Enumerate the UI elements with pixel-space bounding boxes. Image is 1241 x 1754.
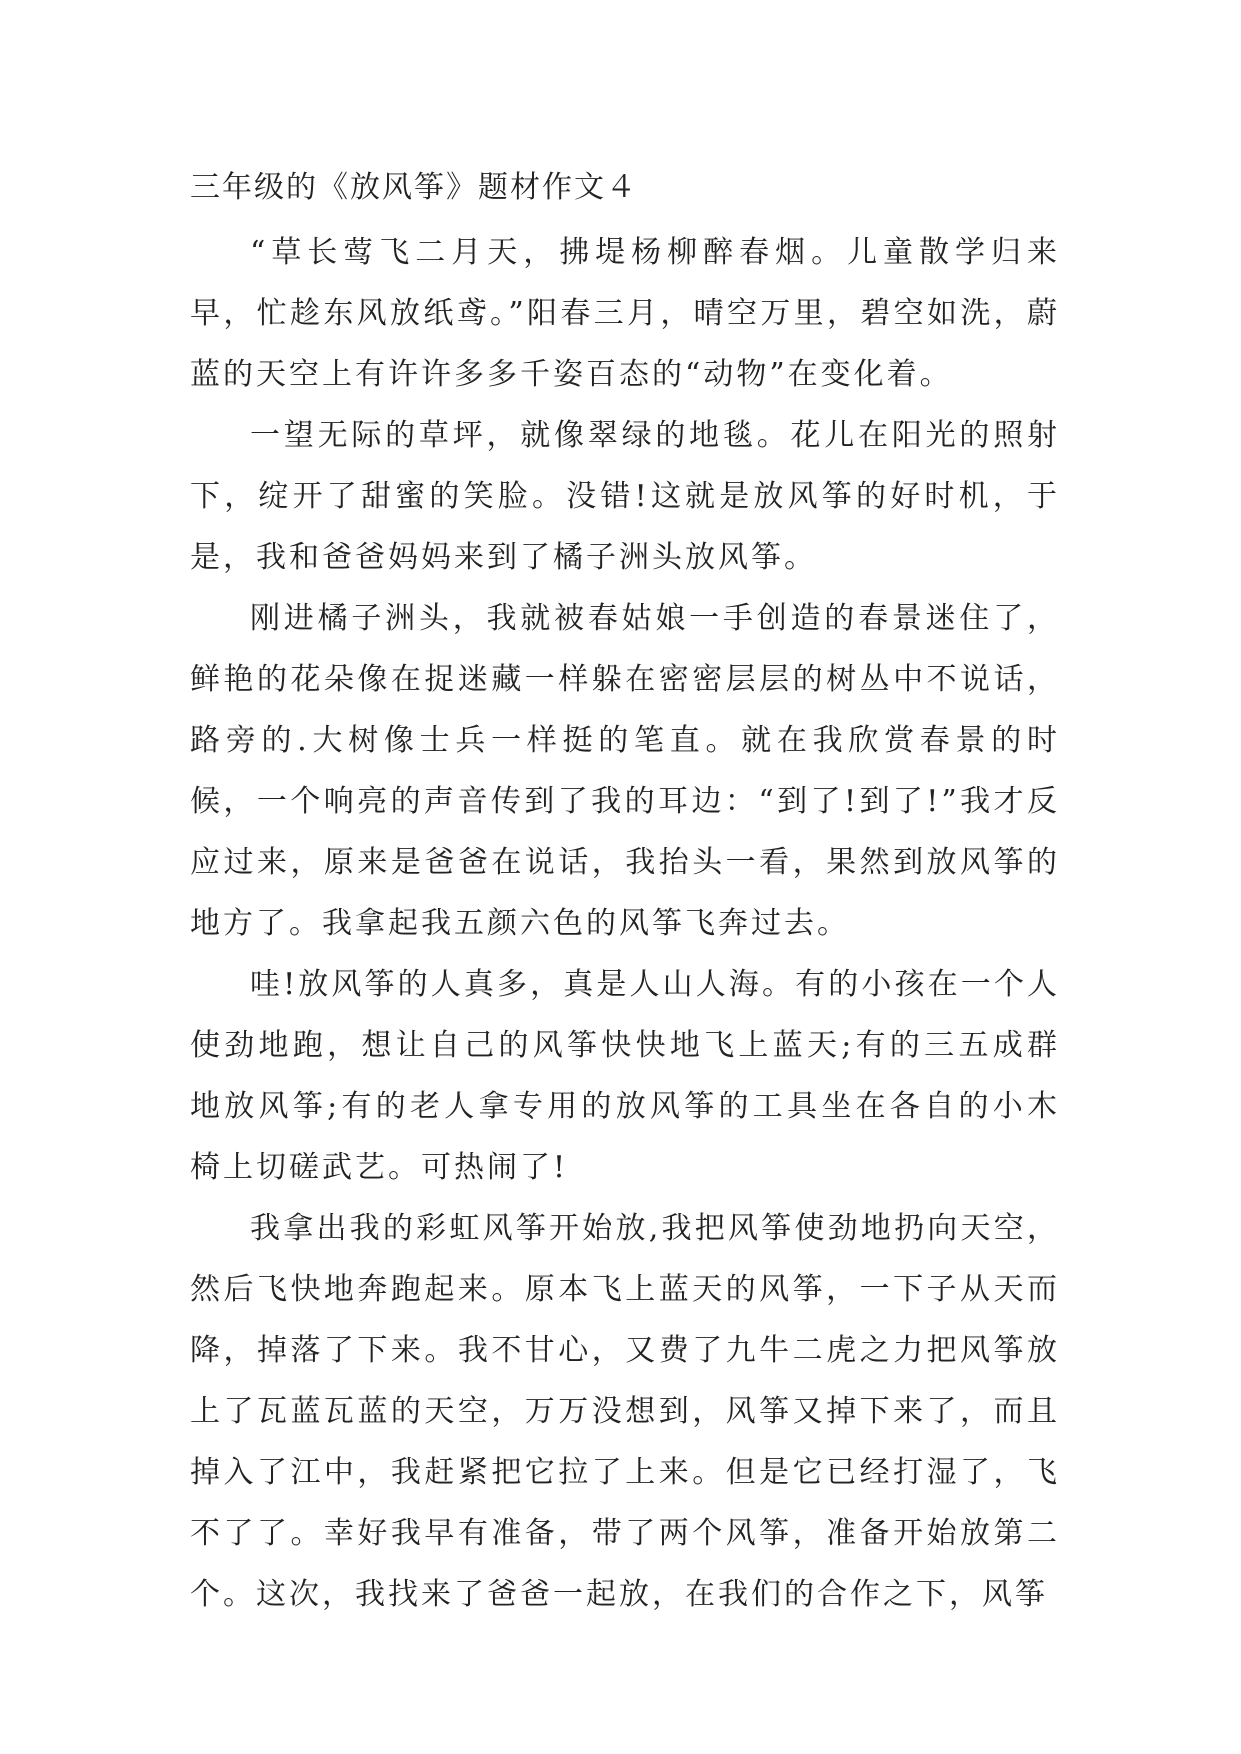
- document-body: [190, 160, 1060, 1625]
- paragraph-5: 我拿出我的彩虹风筝开始放,我把风筝使劲地扔向天空，然后飞快地奔跑起来。原本飞上蓝天的风筝，一下子从天而降，掉落了下来。我不甘心，又费了九牛二虎之力把风筝放上了瓦蓝瓦蓝的天空，万万没想到，风筝又掉下来了，而且掉入了江中，我赶紧把它拉了上来。但是它已经打湿了，飞不了了。幸好我早有准备，带了两个风筝，准备开始放第二个。这次，我找来了爸爸一起放，在我们的合作之下，风筝: [190, 1211, 1060, 1612]
- paragraph-1: “草长莺飞二月天，拂堤杨柳醉春烟。儿童散学归来早，忙趁东风放纸鸢。”阳春三月，晴空万里，碧空如洗，蔚蓝的天空上有许许多多千姿百态的“动物”在变化着。: [190, 235, 1060, 392]
- paragraph-3: 刚进橘子洲头，我就被春姑娘一手创造的春景迷住了，鲜艳的花朵像在捉迷藏一样躲在密密层层的树丛中不说话，路旁的.大树像士兵一样挺的笔直。就在我欣赏春景的时候，一个响亮的声音传到了我的耳边：“到了!到了!”我才反应过来，原来是爸爸在说话，我抬头一看，果然到放风筝的地方了。我拿起我五颜六色的风筝飞奔过去。: [190, 601, 1060, 941]
- paragraph-4: 哇!放风筝的人真多，真是人山人海。有的小孩在一个人使劲地跑，想让自己的风筝快快地飞上蓝天;有的三五成群地放风筝;有的老人拿专用的放风筝的工具坐在各自的小木椅上切磋武艺。可热闹了!: [190, 967, 1060, 1185]
- essay-title: 三年级的《放风筝》题材作文４: [190, 170, 638, 205]
- paragraph-2: 一望无际的草坪，就像翠绿的地毯。花儿在阳光的照射下，绽开了甜蜜的笑脸。没错!这就是放风筝的好时机，于是，我和爸爸妈妈来到了橘子洲头放风筝。: [190, 418, 1060, 575]
